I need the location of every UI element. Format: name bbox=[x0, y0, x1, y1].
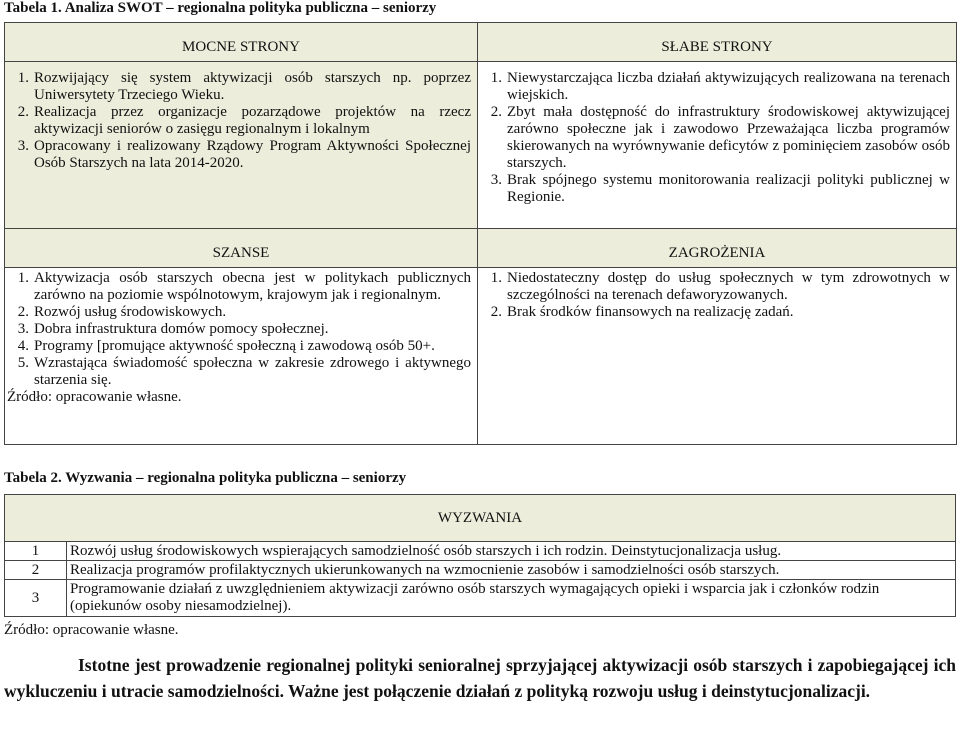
table-row bbox=[5, 542, 956, 561]
threats-header: ZAGROŻENIA bbox=[478, 229, 957, 268]
list-item: 2. Realizacja przez organizacje pozarządowe projektów na rzecz aktywizacji seniorów o zasięgu regionalnym i lokalnym bbox=[17, 104, 471, 137]
list-item: 2. Zbyt mała dostępność do infrastruktury środowiskowej aktywizującej zarówno społeczne jak i zawodowo Przeważająca liczba programów skierowanych na wyrównywanie deficytów z pominięciem zasobów osób starszych. bbox=[490, 104, 950, 171]
list-item: 2. Brak środków finansowych na realizację zadań. bbox=[490, 304, 794, 320]
list-item: 3. Brak spójnego systemu monitorowania realizacji polityki publicznej w Regionie. bbox=[490, 172, 950, 205]
list-item: 3. Opracowany i realizowany Rządowy Program Aktywności Społecznej Osób Starszych na lata 2014-2020. bbox=[17, 138, 471, 171]
threats-cell bbox=[478, 268, 957, 445]
row-number: 3 bbox=[5, 580, 67, 617]
challenges-table bbox=[4, 494, 956, 617]
strengths-header: MOCNE STRONY bbox=[5, 23, 478, 62]
row-text: Rozwój usług środowiskowych wspierających samodzielność osób starszych i ich rodzin. Deinstytucjonalizacja usług. bbox=[67, 542, 956, 561]
list-item: 1. Niewystarczająca liczba działań aktywizujących realizowana na terenach wiejskich. bbox=[490, 70, 950, 103]
opportunities-header: SZANSE bbox=[5, 229, 478, 268]
body-paragraph bbox=[4, 652, 956, 704]
table-row bbox=[5, 580, 956, 617]
table2-caption: Tabela 2. Wyzwania – regionalna polityka publiczna – seniorzy bbox=[4, 470, 407, 486]
paragraph-text: Istotne jest prowadzenie regionalnej polityki senioralnej sprzyjającej aktywizacji osób starszych i zapobiegającej ich wykluczeniu i utracie samodzielności. Ważne jest połączenie działań z polityką rozwoju usług i deinstytucjonalizacji. bbox=[4, 655, 956, 701]
table1-source: Źródło: opracowanie własne. bbox=[7, 389, 182, 405]
list-item: 3. Dobra infrastruktura domów pomocy społecznej. bbox=[17, 321, 329, 337]
list-item: 1. Aktywizacja osób starszych obecna jest w politykach publicznych zarówno na poziomie wspólnotowym, krajowym jak i regionalnym. bbox=[17, 270, 471, 303]
list-item: 4. Programy [promujące aktywność społeczną i zawodową osób 50+. bbox=[17, 338, 435, 354]
swot-table bbox=[4, 22, 957, 445]
table-row bbox=[5, 561, 956, 580]
row-number: 2 bbox=[5, 561, 67, 580]
table1-caption: Tabela 1. Analiza SWOT – regionalna polityka publiczna – seniorzy bbox=[4, 0, 437, 16]
list-item: 2. Rozwój usług środowiskowych. bbox=[17, 304, 227, 320]
opportunities-cell bbox=[5, 268, 478, 445]
strengths-cell bbox=[5, 62, 478, 229]
row-number: 1 bbox=[5, 542, 67, 561]
table2-source: Źródło: opracowanie własne. bbox=[4, 622, 179, 638]
weaknesses-header: SŁABE STRONY bbox=[478, 23, 957, 62]
weaknesses-cell bbox=[478, 62, 957, 229]
row-text: Realizacja programów profilaktycznych ukierunkowanych na wzmocnienie zasobów i samodzielności osób starszych. bbox=[67, 561, 956, 580]
list-item: 1. Rozwijający się system aktywizacji osób starszych np. poprzez Uniwersytety Trzeciego Wieku. bbox=[17, 70, 471, 103]
challenges-header: WYZWANIA bbox=[5, 495, 956, 542]
row-text: Programowanie działań z uwzględnieniem aktywizacji zarówno osób starszych wymagających opieki i wsparcia jak i członków rodzin (opiekunów osoby niesamodzielnej). bbox=[67, 580, 956, 617]
list-item: 5. Wzrastająca świadomość społeczna w zakresie zdrowego i aktywnego starzenia się. bbox=[17, 355, 471, 388]
list-item: 1. Niedostateczny dostęp do usług społecznych w tym zdrowotnych w szczególności na terenach defaworyzowanych. bbox=[490, 270, 950, 303]
